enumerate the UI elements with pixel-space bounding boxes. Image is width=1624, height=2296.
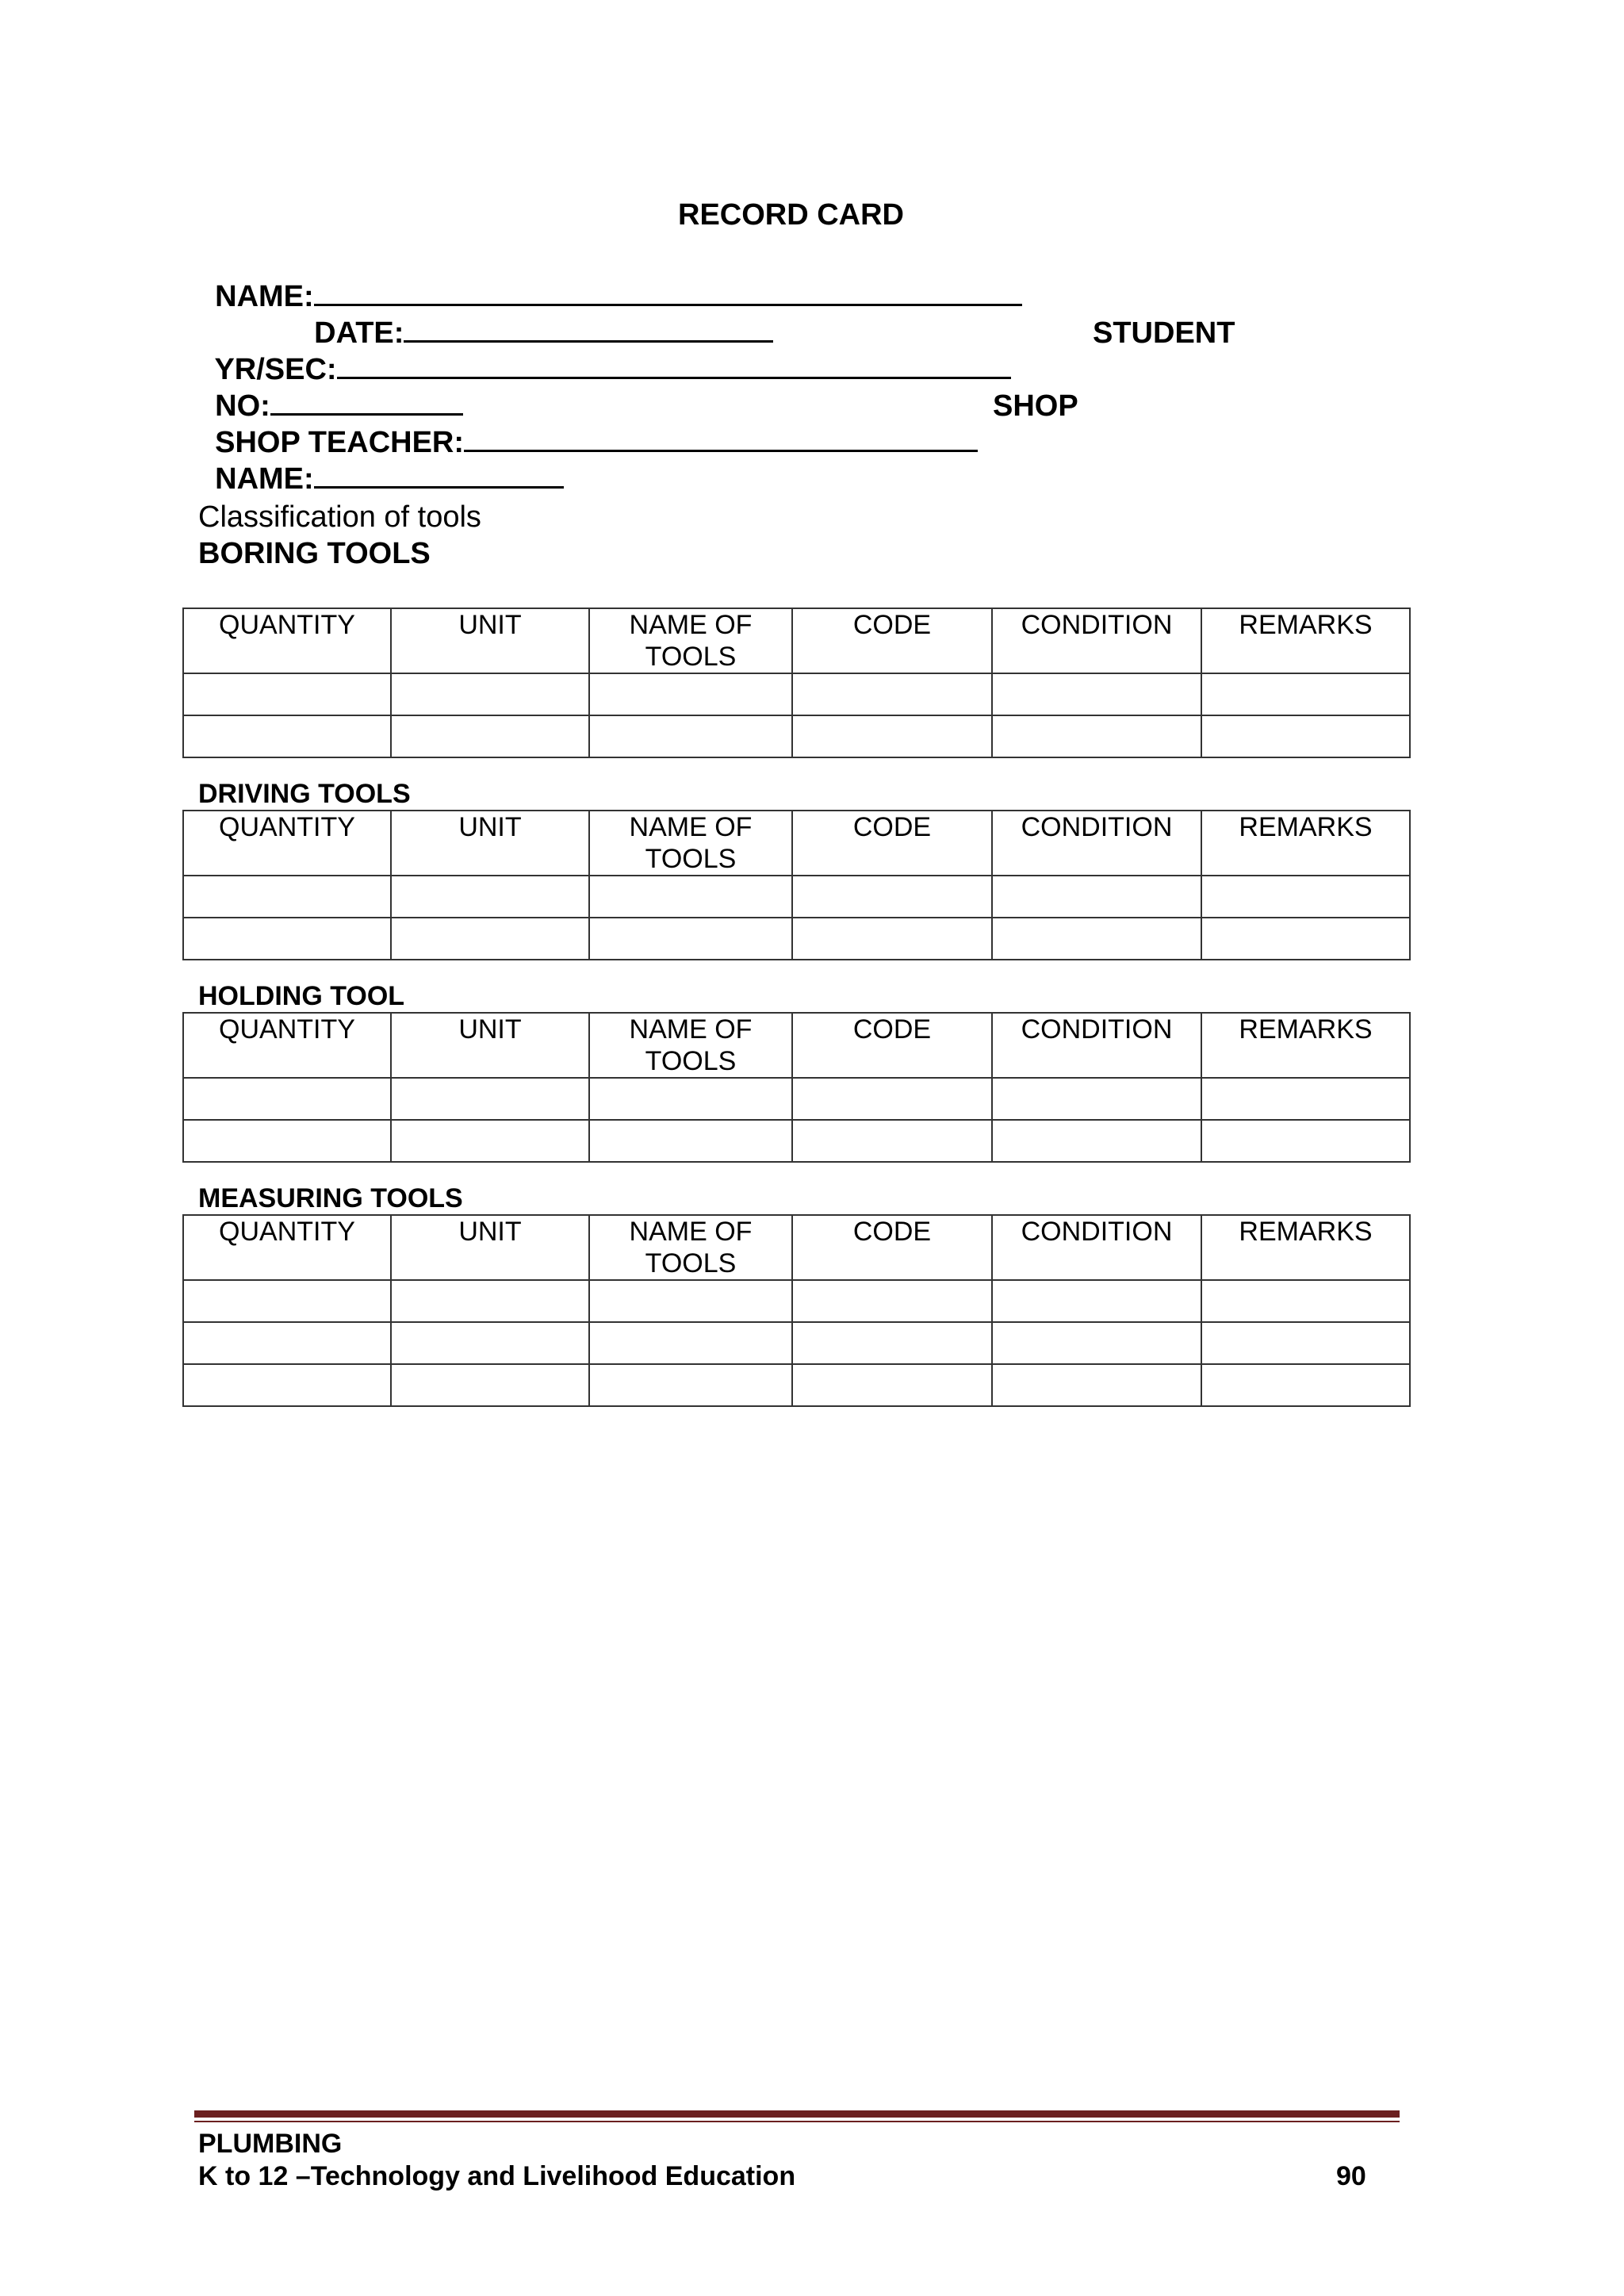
table-cell[interactable] [589, 1322, 792, 1364]
col-name-of-tools [589, 608, 792, 673]
col-condition: CONDITION [992, 1215, 1201, 1280]
table-row [183, 1364, 1410, 1406]
col-remarks: REMARKS [1201, 1215, 1410, 1280]
table-cell[interactable] [792, 1120, 992, 1162]
table-cell[interactable] [589, 1120, 792, 1162]
table-header-row [183, 608, 1410, 673]
table-cell[interactable] [1201, 1078, 1410, 1120]
table-cell[interactable] [792, 1322, 992, 1364]
table-cell[interactable] [1201, 715, 1410, 757]
table-cell[interactable] [792, 876, 992, 918]
col-condition: CONDITION [992, 811, 1201, 876]
table-cell[interactable] [589, 1364, 792, 1406]
table-cell[interactable] [589, 715, 792, 757]
page-number: 90 [1336, 2161, 1366, 2191]
table-cell[interactable] [992, 876, 1201, 918]
table-cell[interactable] [792, 1078, 992, 1120]
shop-name-label: NAME: [215, 462, 314, 496]
shop-name-field [198, 424, 564, 497]
table-row [183, 673, 1410, 715]
table-cell[interactable] [589, 1078, 792, 1120]
table-row [183, 876, 1410, 918]
student-label: STUDENT [1093, 316, 1235, 350]
yrsec-label: YR/SEC: [214, 353, 337, 386]
col-quantity: QUANTITY [183, 811, 391, 876]
table-cell[interactable] [391, 1280, 589, 1322]
table-cell[interactable] [183, 1078, 391, 1120]
col-remarks: REMARKS [1201, 608, 1410, 673]
col-condition: CONDITION [992, 1013, 1201, 1078]
table-header-row [183, 1013, 1410, 1078]
table-cell[interactable] [391, 918, 589, 960]
table-cell[interactable] [1201, 673, 1410, 715]
table-header-row [183, 811, 1410, 876]
table-cell[interactable] [183, 673, 391, 715]
table-cell[interactable] [792, 1280, 992, 1322]
table-cell[interactable] [391, 876, 589, 918]
table-cell[interactable] [792, 673, 992, 715]
col-condition: CONDITION [992, 608, 1201, 673]
col-unit: UNIT [391, 608, 589, 673]
table-row [183, 715, 1410, 757]
section-heading-holding: HOLDING TOOL [198, 981, 405, 1011]
table-cell[interactable] [589, 1280, 792, 1322]
footer-program: K to 12 –Technology and Livelihood Education [198, 2161, 796, 2191]
holding-tools-table [182, 1012, 1411, 1163]
table-cell[interactable] [391, 1322, 589, 1364]
col-quantity: QUANTITY [183, 1013, 391, 1078]
col-name-of-tools-text: NAME OF TOOLS [629, 1217, 753, 1278]
table-cell[interactable] [391, 715, 589, 757]
table-cell[interactable] [391, 1364, 589, 1406]
col-name-of-tools-text: NAME OF TOOLS [629, 1014, 753, 1076]
col-quantity: QUANTITY [183, 608, 391, 673]
table-cell[interactable] [183, 1120, 391, 1162]
table-row [183, 1322, 1410, 1364]
col-code: CODE [792, 1215, 992, 1280]
driving-tools-table [182, 810, 1411, 960]
shop-name-blank[interactable] [314, 462, 564, 489]
table-cell[interactable] [992, 918, 1201, 960]
table-cell[interactable] [1201, 1120, 1410, 1162]
table-cell[interactable] [792, 918, 992, 960]
shop-label: SHOP [993, 389, 1078, 423]
col-code: CODE [792, 1013, 992, 1078]
table-cell[interactable] [1201, 1322, 1410, 1364]
table-cell[interactable] [589, 673, 792, 715]
col-remarks: REMARKS [1201, 1013, 1410, 1078]
table-cell[interactable] [1201, 876, 1410, 918]
table-row [183, 918, 1410, 960]
table-cell[interactable] [391, 673, 589, 715]
table-cell[interactable] [183, 715, 391, 757]
table-cell[interactable] [992, 1078, 1201, 1120]
section-heading-driving: DRIVING TOOLS [198, 779, 411, 809]
table-header-row [183, 1215, 1410, 1280]
table-cell[interactable] [992, 1364, 1201, 1406]
table-cell[interactable] [992, 1280, 1201, 1322]
table-cell[interactable] [391, 1078, 589, 1120]
page-title: RECORD CARD [678, 198, 904, 232]
col-name-of-tools [589, 811, 792, 876]
table-cell[interactable] [183, 918, 391, 960]
name-label: NAME: [215, 280, 314, 313]
col-unit: UNIT [391, 811, 589, 876]
table-cell[interactable] [183, 1364, 391, 1406]
footer-rule-thick [194, 2110, 1400, 2118]
col-code: CODE [792, 608, 992, 673]
table-row [183, 1078, 1410, 1120]
shop-teacher-label: SHOP TEACHER: [215, 426, 465, 459]
no-label: NO: [215, 389, 270, 423]
table-cell[interactable] [992, 1120, 1201, 1162]
footer-rule-thin [194, 2121, 1400, 2122]
table-cell[interactable] [1201, 1280, 1410, 1322]
table-cell[interactable] [391, 1120, 589, 1162]
table-cell[interactable] [589, 918, 792, 960]
col-name-of-tools-text: NAME OF TOOLS [629, 610, 753, 672]
table-cell[interactable] [992, 1322, 1201, 1364]
col-name-of-tools-text: NAME OF TOOLS [629, 812, 753, 874]
table-cell[interactable] [589, 876, 792, 918]
col-unit: UNIT [391, 1215, 589, 1280]
table-cell[interactable] [183, 1280, 391, 1322]
table-cell[interactable] [992, 673, 1201, 715]
col-code: CODE [792, 811, 992, 876]
col-remarks: REMARKS [1201, 811, 1410, 876]
table-cell[interactable] [183, 876, 391, 918]
table-row [183, 1280, 1410, 1322]
table-cell[interactable] [1201, 1364, 1410, 1406]
footer-subject: PLUMBING [198, 2129, 343, 2159]
measuring-tools-table [182, 1214, 1411, 1407]
table-cell[interactable] [183, 1322, 391, 1364]
col-quantity: QUANTITY [183, 1215, 391, 1280]
table-cell[interactable] [792, 715, 992, 757]
table-row [183, 1120, 1410, 1162]
table-cell[interactable] [992, 715, 1201, 757]
classification-label: Classification of tools [198, 500, 481, 534]
table-cell[interactable] [792, 1364, 992, 1406]
table-cell[interactable] [1201, 918, 1410, 960]
section-heading-boring: BORING TOOLS [198, 537, 431, 570]
boring-tools-table [182, 608, 1411, 758]
date-label: DATE: [314, 316, 404, 350]
col-name-of-tools [589, 1215, 792, 1280]
col-name-of-tools [589, 1013, 792, 1078]
section-heading-measuring: MEASURING TOOLS [198, 1183, 463, 1213]
col-unit: UNIT [391, 1013, 589, 1078]
